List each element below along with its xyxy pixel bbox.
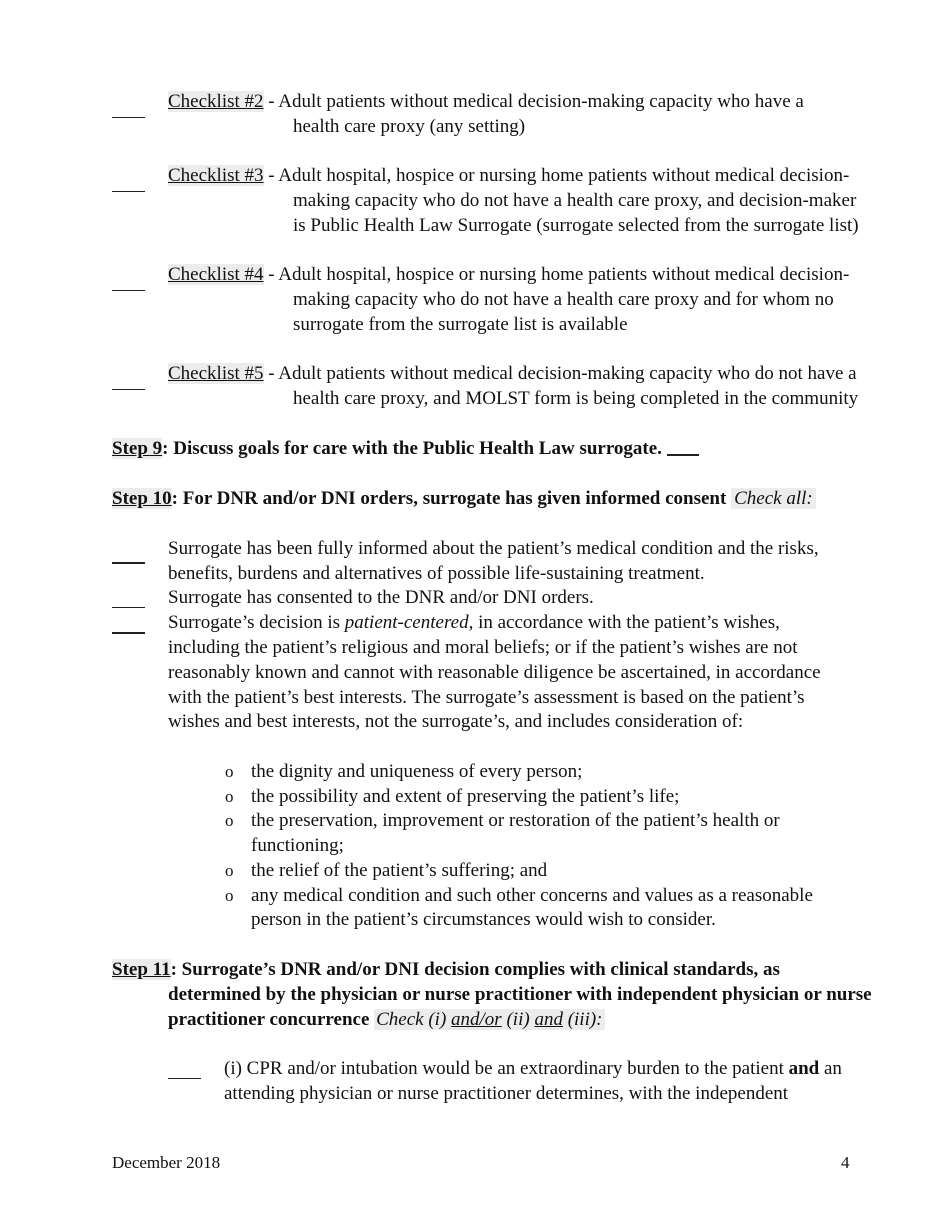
consent-3-line-4: with the patient’s best interests. The surrogate’s assessment is based on the patient’s: [168, 687, 805, 708]
step-11-heading-line-3: practitioner concurrence Check (i) and/or (ii) and (iii):: [168, 1009, 603, 1030]
bullet-icon: o: [225, 762, 234, 781]
checklist-5-blank[interactable]: [112, 389, 145, 390]
check-all-instruction: Check all:: [731, 488, 816, 509]
checklist-2-blank[interactable]: [112, 117, 145, 118]
checklist-2-link[interactable]: Checklist #2: [168, 91, 264, 112]
checklist-3-link[interactable]: Checklist #3: [168, 165, 264, 186]
step-9-label: Step 9: [112, 438, 163, 459]
step-11-heading-line-2: determined by the physician or nurse practitioner with independent physician or nurse: [168, 984, 872, 1005]
consent-2-line-1: Surrogate has consented to the DNR and/or DNI orders.: [168, 587, 594, 608]
checklist-2-line-1: Checklist #2 - Adult patients without medical decision-making capacity who have a: [168, 91, 804, 112]
checklist-5-link[interactable]: Checklist #5: [168, 363, 264, 384]
criterion-i-blank[interactable]: [168, 1078, 201, 1079]
checklist-2-line-2: health care proxy (any setting): [293, 116, 526, 137]
bullet-icon: o: [225, 811, 234, 830]
checklist-3-line-3: is Public Health Law Surrogate (surrogate selected from the surrogate list): [293, 215, 859, 236]
criterion-i-line-2: attending physician or nurse practitioner determines, with the independent: [224, 1083, 789, 1104]
checklist-4-line-3: surrogate from the surrogate list is available: [293, 314, 628, 335]
checklist-3-blank[interactable]: [112, 191, 145, 192]
step-11-label: Step 11: [112, 959, 171, 980]
step-9-heading: Step 9: Discuss goals for care with the Public Health Law surrogate.: [112, 436, 699, 461]
consent-3-line-5: wishes and best interests, not the surrogate’s, and includes consideration of:: [168, 711, 744, 732]
consent-3-blank[interactable]: [112, 632, 145, 634]
step-10-label: Step 10: [112, 488, 172, 509]
checklist-4-line-1: Checklist #4 - Adult hospital, hospice or nursing home patients without medical decision-: [168, 264, 850, 285]
step-11-heading-line-1: Step 11: Surrogate’s DNR and/or DNI decision complies with clinical standards, as: [112, 959, 780, 980]
bullet-icon: o: [225, 886, 234, 905]
consent-1-line-2: benefits, burdens and alternatives of possible life-sustaining treatment.: [168, 563, 705, 584]
checklist-5-line-1: Checklist #5 - Adult patients without medical decision-making capacity who do not have a: [168, 363, 857, 384]
consideration-5-line-1: any medical condition and such other concerns and values as a reasonable: [251, 885, 813, 906]
consideration-5-line-2: person in the patient’s circumstances would wish to consider.: [251, 909, 716, 930]
step-9-blank[interactable]: [667, 454, 699, 456]
checklist-4-blank[interactable]: [112, 290, 145, 291]
bullet-icon: o: [225, 787, 234, 806]
checklist-4-line-2: making capacity who do not have a health care proxy and for whom no: [293, 289, 834, 310]
bullet-icon: o: [225, 861, 234, 880]
consent-2-blank[interactable]: [112, 607, 145, 608]
checklist-5-line-2: health care proxy, and MOLST form is being completed in the community: [293, 388, 859, 409]
footer-page-number: 4: [841, 1153, 850, 1172]
footer-date: December 2018: [112, 1153, 221, 1172]
consideration-2: the possibility and extent of preserving the patient’s life;: [251, 786, 680, 807]
consent-3-line-2: including the patient’s religious and moral beliefs; or if the patient’s wishes are not: [168, 637, 798, 658]
checklist-3-line-1: Checklist #3 - Adult hospital, hospice or nursing home patients without medical decision-: [168, 165, 850, 186]
consideration-3-line-2: functioning;: [251, 835, 344, 856]
step-10-heading: Step 10: For DNR and/or DNI orders, surrogate has given informed consent Check all:: [112, 486, 816, 511]
consideration-3-line-1: the preservation, improvement or restoration of the patient’s health or: [251, 810, 780, 831]
checklist-4-link[interactable]: Checklist #4: [168, 264, 264, 285]
consideration-4: the relief of the patient’s suffering; and: [251, 860, 548, 881]
consent-3-line-1: Surrogate’s decision is patient-centered, in accordance with the patient’s wishes,: [168, 612, 780, 633]
check-criteria-instruction: Check (i) and/or (ii) and (iii):: [376, 1009, 603, 1030]
criterion-i-line-1: (i) CPR and/or intubation would be an extraordinary burden to the patient and an: [224, 1058, 842, 1079]
consent-1-line-1: Surrogate has been fully informed about the patient’s medical condition and the risks,: [168, 538, 819, 559]
consent-3-line-3: reasonably known and cannot with reasonable diligence be ascertained, in accordance: [168, 662, 821, 683]
checklist-3-line-2: making capacity who do not have a health care proxy, and decision-maker: [293, 190, 857, 211]
consideration-1: the dignity and uniqueness of every person;: [251, 761, 583, 782]
consent-1-blank[interactable]: [112, 562, 145, 564]
